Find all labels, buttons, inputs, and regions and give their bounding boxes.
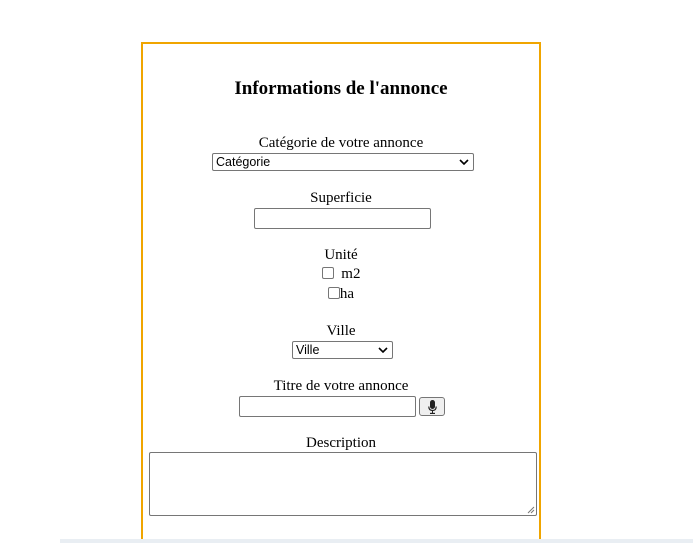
unit-label: Unité bbox=[324, 247, 358, 263]
ad-title-label: Titre de votre annonce bbox=[273, 378, 409, 394]
ad-information-form bbox=[141, 42, 541, 543]
description-textarea[interactable] bbox=[149, 452, 537, 516]
unit-m2-label: m2 bbox=[341, 266, 361, 282]
category-select-value: Catégorie bbox=[216, 155, 271, 169]
ad-title-input[interactable] bbox=[239, 396, 416, 417]
unit-ha-checkbox[interactable] bbox=[328, 287, 340, 299]
unit-ha-label: ha bbox=[339, 286, 355, 302]
form-title: Informations de l'annonce bbox=[234, 78, 448, 99]
description-label: Description bbox=[306, 435, 376, 451]
resize-grip-icon[interactable] bbox=[527, 506, 535, 514]
bottom-scroll-strip bbox=[60, 539, 693, 543]
chevron-down-icon bbox=[378, 347, 388, 353]
area-label: Superficie bbox=[310, 190, 372, 206]
unit-option-m2 bbox=[143, 266, 539, 283]
city-label: Ville bbox=[326, 323, 356, 339]
microphone-icon bbox=[428, 400, 437, 414]
unit-option-ha bbox=[143, 286, 539, 303]
city-select-value: Ville bbox=[296, 343, 320, 357]
category-label: Catégorie de votre annonce bbox=[258, 135, 424, 151]
unit-m2-checkbox[interactable] bbox=[322, 267, 334, 279]
category-select[interactable] bbox=[212, 153, 474, 171]
voice-input-button[interactable] bbox=[419, 397, 445, 416]
city-select[interactable] bbox=[292, 341, 393, 359]
chevron-down-icon bbox=[459, 159, 469, 165]
area-input[interactable] bbox=[254, 208, 431, 229]
